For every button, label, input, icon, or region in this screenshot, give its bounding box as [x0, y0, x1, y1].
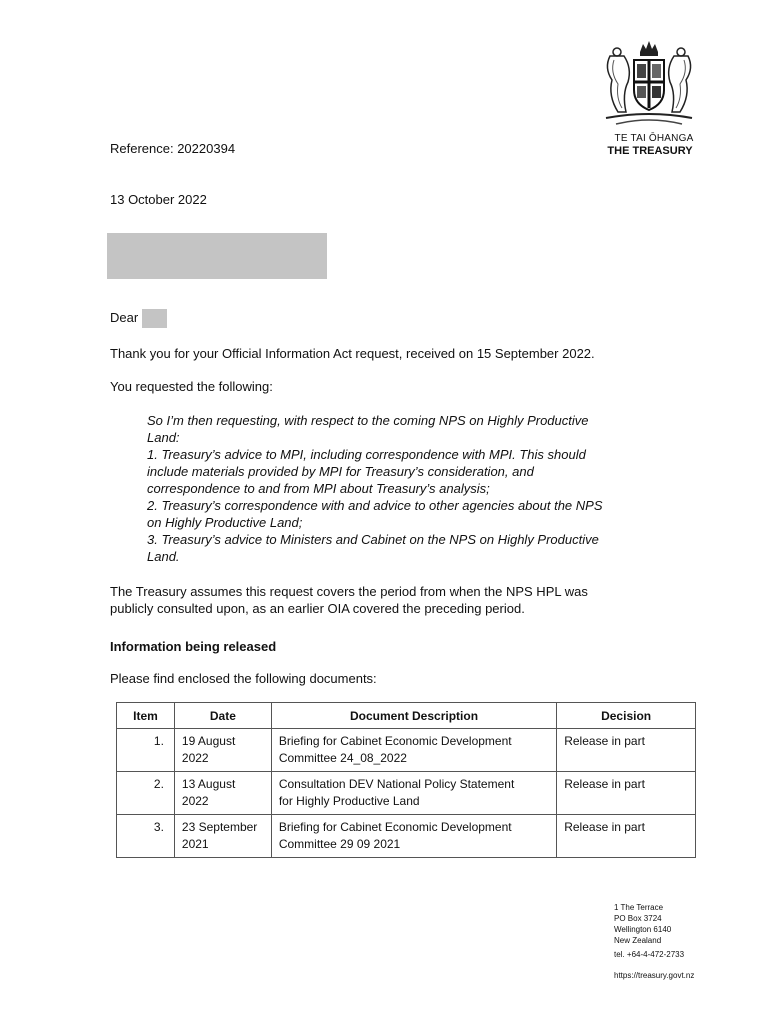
cell-description-line: Briefing for Cabinet Economic Development	[278, 820, 512, 834]
cell-description-line: Committee 29 09 2021	[278, 837, 401, 851]
footer-address	[614, 902, 714, 981]
cell-date-line: 2022	[181, 751, 209, 765]
cell-item: 3.	[117, 815, 175, 858]
header-item: Item	[117, 703, 175, 729]
cell-date-line: 2021	[181, 837, 209, 851]
cell-date-line: 19 August	[181, 734, 236, 748]
cell-date-line: 13 August	[181, 777, 236, 791]
documents-table	[116, 702, 696, 858]
quote-line: correspondence to and from MPI about Treasury’s analysis;	[147, 481, 490, 496]
assumption-paragraph	[110, 583, 670, 617]
address-line: 1 The Terrace	[614, 903, 664, 912]
cell-description	[271, 815, 556, 858]
cell-decision: Release in part	[557, 729, 696, 772]
org-name-maori: TE TAI ŌHANGA	[614, 133, 694, 144]
quote-line: 2. Treasury’s correspondence with and advice to other agencies about the NPS	[147, 498, 603, 513]
header-decision: Decision	[557, 703, 696, 729]
quote-line: So I’m then requesting, with respect to the coming NPS on Highly Productive	[147, 413, 589, 428]
assumption-line: The Treasury assumes this request covers the period from when the NPS HPL was	[110, 584, 588, 599]
assumption-line: publicly consulted upon, as an earlier OIA covered the preceding period.	[110, 601, 525, 616]
reference-number: Reference: 20220394	[110, 141, 236, 156]
address-line: Wellington 6140	[614, 925, 672, 934]
cell-description	[271, 729, 556, 772]
header-description: Document Description	[271, 703, 556, 729]
cell-description	[271, 772, 556, 815]
cell-item: 2.	[117, 772, 175, 815]
address-line: New Zealand	[614, 936, 662, 945]
cell-date-line: 23 September	[181, 820, 258, 834]
requested-paragraph: You requested the following:	[110, 379, 273, 394]
cell-description-line: for Highly Productive Land	[278, 794, 420, 808]
section-heading: Information being released	[110, 639, 277, 654]
quote-line: include materials provided by MPI for Treasury’s consideration, and	[147, 464, 534, 479]
table-row	[117, 772, 696, 815]
redacted-recipient-name	[142, 309, 167, 328]
table-row	[117, 729, 696, 772]
cell-date-line: 2022	[181, 794, 209, 808]
cell-decision: Release in part	[557, 772, 696, 815]
quote-line: on Highly Productive Land;	[147, 515, 303, 530]
address-website[interactable]: https://treasury.govt.nz	[614, 971, 695, 980]
request-quote	[147, 412, 657, 565]
address-line: PO Box 3724	[614, 914, 662, 923]
quote-line: 3. Treasury’s advice to Ministers and Cabinet on the NPS on Highly Productive	[147, 532, 599, 547]
letter-date: 13 October 2022	[110, 192, 207, 207]
cell-date	[174, 729, 271, 772]
quote-line: Land:	[147, 430, 180, 445]
org-name-english: THE TREASURY	[607, 145, 693, 157]
cell-decision: Release in part	[557, 815, 696, 858]
table-header-row	[117, 703, 696, 729]
salutation-text: Dear	[110, 310, 139, 325]
quote-line: Land.	[147, 549, 180, 564]
redacted-recipient-address	[107, 233, 327, 279]
intro-paragraph: Thank you for your Official Information Act request, received on 15 September 2022.	[110, 346, 595, 361]
coat-of-arms-logo	[596, 38, 702, 130]
cell-item: 1.	[117, 729, 175, 772]
quote-line: 1. Treasury’s advice to MPI, including correspondence with MPI. This should	[147, 447, 586, 462]
header-date: Date	[174, 703, 271, 729]
address-telephone: tel. +64-4-472-2733	[614, 950, 685, 959]
cell-date	[174, 772, 271, 815]
cell-description-line: Committee 24_08_2022	[278, 751, 407, 765]
cell-description-line: Briefing for Cabinet Economic Development	[278, 734, 512, 748]
table-row	[117, 815, 696, 858]
cell-date	[174, 815, 271, 858]
cell-description-line: Consultation DEV National Policy Statement	[278, 777, 515, 791]
enclosed-paragraph: Please find enclosed the following documents:	[110, 671, 377, 686]
salutation	[110, 309, 167, 328]
